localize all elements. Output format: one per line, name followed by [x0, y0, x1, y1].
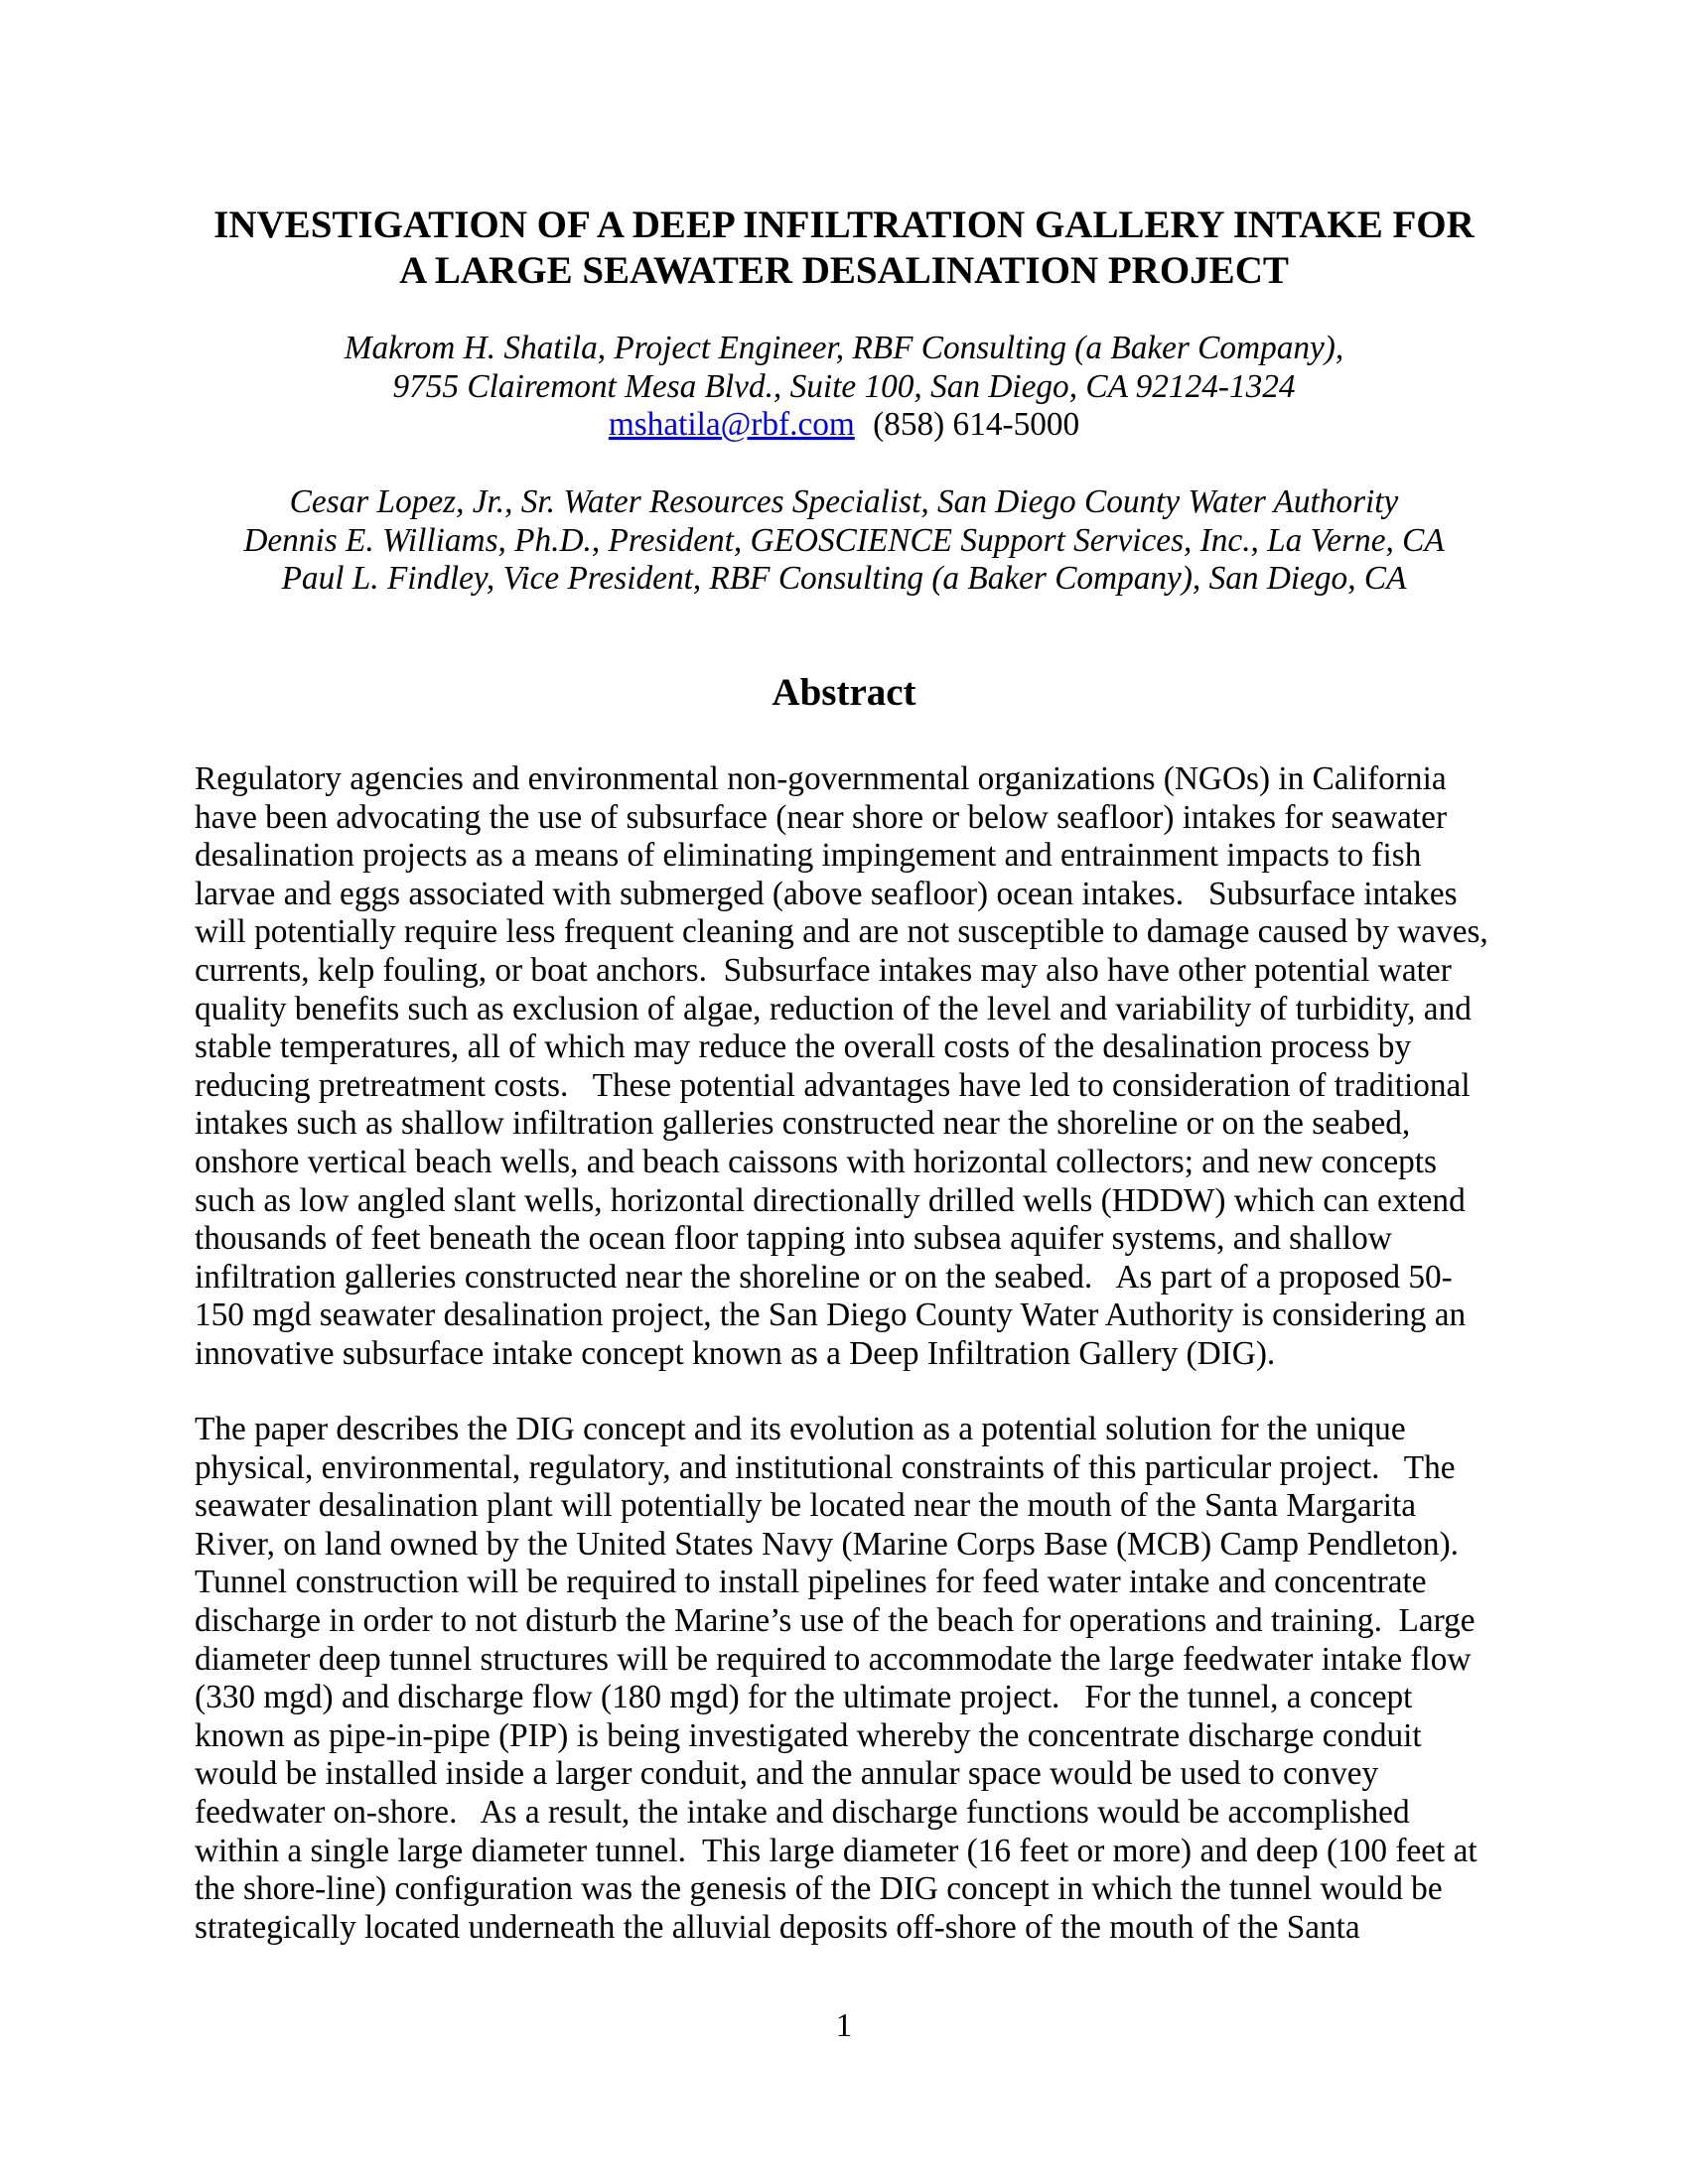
coauthor-line: Cesar Lopez, Jr., Sr. Water Resources Specialist, San Diego County Water Authority — [289, 483, 1399, 520]
abstract-paragraph-1: Regulatory agencies and environmental non-governmental organizations (NGOs) in California have been advocating the use of subsurface (near shore or below seafloor) intakes for seawater desalination projects as a means of eliminating impingement and entrainment impacts to fish larvae and eggs associated with submerged (above seafloor) ocean intakes. Subsurface intakes will potentially require less frequent cleaning and are not susceptible to damage caused by waves, currents, kelp fouling, or boat anchors. Subsurface intakes may also have other potential water quality benefits such as exclusion of algae, reduction of the level and variability of turbidity, and stable temperatures, all of which may reduce the overall costs of the desalination process by reducing pretreatment costs. These potential advantages have led to consideration of traditional intakes such as shallow infiltration galleries constructed near the shoreline or on the seabed, onshore vertical beach wells, and beach caissons with horizontal collectors; and new concepts such as low angled slant wells, horizontal directionally drilled wells (HDDW) which can extend thousands of feet beneath the ocean floor tapping into subsea aquifer systems, and shallow infiltration galleries constructed near the shoreline or on the seabed. As part of a proposed 50-150 mgd seawater desalination project, the San Diego County Water Authority is considering an innovative subsurface intake concept known as a Deep Infiltration Gallery (DIG). — [195, 760, 1497, 1372]
author-primary-name-affiliation: Makrom H. Shatila, Project Engineer, RBF Consulting (a Baker Company), — [344, 330, 1344, 366]
paper-title-line-1: INVESTIGATION OF A DEEP INFILTRATION GALLERY INTAKE FOR — [213, 204, 1475, 246]
author-block-coauthors — [195, 483, 1493, 599]
abstract-heading: Abstract — [772, 671, 916, 714]
coauthor-line: Paul L. Findley, Vice President, RBF Consulting (a Baker Company), San Diego, CA — [281, 560, 1407, 598]
author-primary-contact — [195, 406, 1493, 445]
author-primary-address: 9755 Clairemont Mesa Blvd., Suite 100, San Diego, CA 92124-1324 — [392, 367, 1296, 405]
paper-title-line-2: A LARGE SEAWATER DESALINATION PROJECT — [399, 249, 1289, 292]
email-link[interactable]: mshatila@rbf.com — [608, 406, 855, 444]
coauthor-line: Dennis E. Williams, Ph.D., President, GEOSCIENCE Support Services, Inc., La Verne, CA — [243, 521, 1445, 559]
phone-number: (858) 614-5000 — [873, 406, 1080, 444]
paper-title — [195, 203, 1493, 294]
page-number: 1 — [835, 2007, 853, 2044]
author-block-primary — [195, 330, 1493, 445]
abstract-paragraph-2: The paper describes the DIG concept and its evolution as a potential solution for the unique physical, environmental, regulatory, and institutional constraints of this particular project. The seawater desalination plant will potentially be located near the mouth of the Santa Margarita River, on land owned by the United States Navy (Marine Corps Base (MCB) Camp Pendleton). Tunnel construction will be required to install pipelines for feed water intake and concentrate discharge in order to not disturb the Marine’s use of the beach for operations and training. Large diameter deep tunnel structures will be required to accommodate the large feedwater intake flow (330 mgd) and discharge flow (180 mgd) for the ultimate project. For the tunnel, a concept known as pipe-in-pipe (PIP) is being investigated whereby the concentrate discharge conduit would be installed inside a larger conduit, and the annular space would be used to convey feedwater on-shore. As a result, the intake and discharge functions would be accomplished within a single large diameter tunnel. This large diameter (16 feet or more) and deep (100 feet at the shore-line) configuration was the genesis of the DIG concept in which the tunnel would be strategically located underneath the alluvial deposits off-shore of the mouth of the Santa — [195, 1411, 1485, 1946]
